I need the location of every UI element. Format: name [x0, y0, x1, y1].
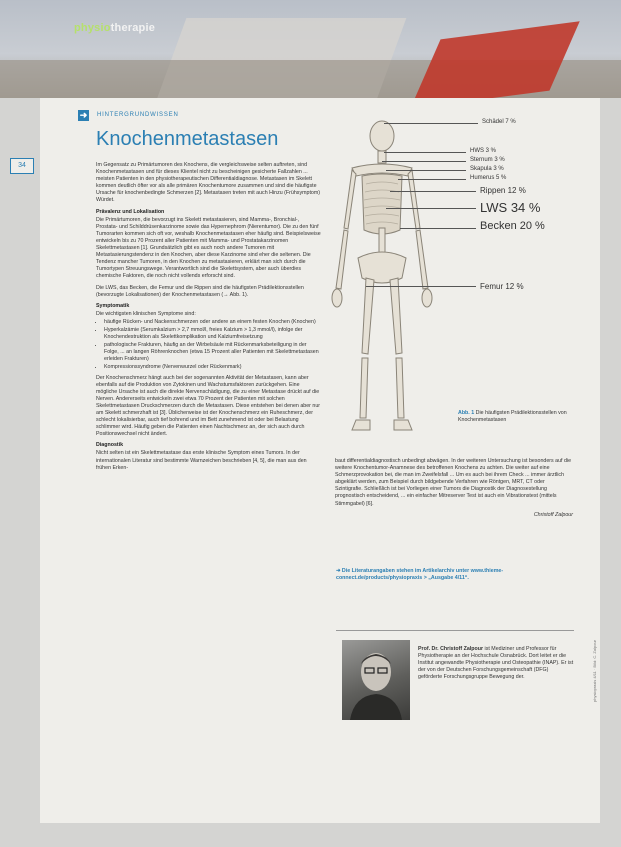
leader-line	[400, 228, 476, 229]
text-column-left	[96, 162, 321, 476]
leader-line	[398, 179, 466, 180]
leader-line	[382, 161, 466, 162]
leader-line	[366, 286, 476, 287]
label-hws: HWS 3 %	[470, 148, 497, 154]
author-name: Prof. Dr. Christoff Zalpour	[418, 646, 484, 652]
diagnostik-paragraph: Nicht selten ist ein Skelettmetastase das erste klinische Symptom eines Tumors. In der internationalen Literatur sind bestimmte Warnzeichen beschrieben [4, 5], die man aus den frühen Erken-	[96, 450, 307, 471]
header-band	[0, 0, 621, 98]
right-paragraph: baut differentialdiagnostisch unbedingt abwägen. In der weiteren Untersuchung ist besonders auf die weitere Knochentumor-Anamnese des betroffenen Knochens zu achten. Die weiter auf eine Schmerzprovokation bei, die man im Zweifelsfall ... Um es auch bei ihrem Check ... immer ärztlich abgeklärt werden, zum Beispiel durch bildgebende Verfahren wie Röntgen, MRT, CT oder Szintigrafie. Schließlich ist bei Vorliegen einer Tumors die Diagnostik der Diagnosestellung prognostisch entscheidend, ... ein einfacher Mitreserver Test ist auch ein Vibrationstest (mittels Stimmgabel) [6].	[335, 458, 572, 507]
heading-praevalenz: Prävalenz und Lokalisation	[96, 208, 165, 215]
text-column-right	[335, 458, 573, 523]
person-portrait-icon	[342, 640, 410, 720]
side-credit: physiopraxis 4/11 · Bild: C. Zalpour	[592, 640, 597, 702]
praevalenz-paragraph: Die Primärtumoren, die bevorzugt ins Skelett metastasieren, sind Mamma-, Bronchial-, Prostata- und Schilddrüsenkarzinome sowie das Hypernephrom (Nierentumor). Die zu den fünf Tumorarten kommen sich oft vor, weshalb Knochenmetastasen eher häufig sind. Beispielsweise entwickeln bis zu 70 Prozent aller Patienten mit Mamma- und Prostatakarzinomen Skelettmetastasen [1]. Grundsätzlich gibt es auch noch andere Tumoren mit Metastasierungstendenz in den Knochen, aber diese Karzinome sind eher die seltenen. Die Tendenz mancher Tumoren, in den Knochen zu metastasieren, erklärt man sich durch die Tumortypen Streuungswege. Verantwortlich sind die Skelettsystem, aber auch überdies chemische Faktoren, die noch nicht vollends erforscht sind.	[96, 216, 321, 280]
author-photo	[342, 640, 410, 720]
figure-caption: Abb. 1 Die häufigsten Prädilektionsstellen von Knochenmetastasen	[458, 410, 567, 423]
page-title: Knochenmetastasen	[96, 128, 279, 150]
leader-line	[390, 191, 476, 192]
arrow-right-icon: ➜	[79, 110, 88, 120]
section-label: HINTERGRUNDWISSEN	[97, 112, 179, 118]
label-becken: Becken 20 %	[480, 220, 545, 232]
divider	[336, 630, 574, 631]
list-item: • häufige Rücken- und Nackenschmerzen oder andere an einem festen Knochen (Knochen)	[104, 319, 321, 326]
intro-paragraph: Im Gegensatz zu Primärtumoren des Knochens, die vergleichsweise selten auftreten, sind Knochenmetastasen und für dieses Klientel nicht zu bescheinigen gesicherte Fallzahlen ... meisten Patienten in den physiotherapeutischen Differentialdiagnose. Metastasen im Skelett kommen deutlich öfter vor als alle primären Knochentumore zusammen und sind die häufigste Ursache für knochenbedingte Schmerzen [2]. Metastasen treten mit auch Hinzu (Frühsymptom) Würdet.	[96, 162, 321, 204]
label-lws: LWS 34 %	[480, 200, 541, 215]
skeleton-illustration	[322, 118, 442, 443]
label-schaedel: Schädel 7 %	[482, 119, 516, 125]
heading-symptomatik: Symptomatik	[96, 302, 130, 309]
symptom-list	[96, 319, 321, 372]
list-item: • pathologische Frakturen, häufig an der Wirbelsäule mit Rückenmarksbeteiligung in der Folge, ... an langen Röhrenknochen (etwa 15 Prozent aller Patienten mit Skelettmetastasen erleiden Frakturen)	[104, 342, 321, 363]
symptom-paragraph: Der Knochenschmerz hängt auch bei der sogenannten Aktivität der Metastasen, kann aber ebenfalls auf die Produktion von Zytokinen und Wachstumsfaktoren zurückgehen. Eine mögliche Ursache ist auch die direkte Nervenschädigung, die zu einer Metastase drückt auf die Nerven. Andererseits entwickeln zwei etwa 70 Prozent der Patienten mit solchen Skelettmetastasen Druckschmerzen durch die Metastasen. Diese entstehen bei denen aber nur am Skelett schmerzhaft ist [3]. Üblicherweise ist der Knochenschmerz ein Ruheschmerz, der schlecht lokalisierbar, auch tief bohrend und im Bett zunehmend ist oder bei Belastung schlimmer wird. Häufig geben die Patienten einen Nachtschmerz an, der sich auch durch Positionswechsel nicht ändert.	[96, 374, 321, 438]
info-icon: ➜	[336, 568, 342, 574]
brand-logo: physiotherapie	[74, 22, 156, 34]
list-item: • Hyperkalzämie (Serumkalzium > 2,7 mmol/l, freies Kalzium > 1,3 mmol/l), infolge der Knochendestruktion als Skelettkomplikation und Kalziumfreisetzung	[104, 327, 321, 341]
label-rippen: Rippen 12 %	[480, 186, 526, 195]
label-humerus: Humerus 5 %	[470, 175, 507, 181]
page-number: 34	[10, 158, 34, 174]
heading-diagnostik: Diagnostik	[96, 442, 124, 449]
lokalisation-paragraph: Die LWS, das Becken, die Femur und die Rippen sind die häufigsten Prädilektionsstellen (bevorzugte Lokalisationen) der Knochenmetastasen (→ Abb. 1).	[96, 284, 304, 298]
list-item: • Kompressionssyndrome (Nervenwurzel oder Rückenmark)	[104, 364, 321, 371]
label-sternum: Sternum 3 %	[470, 157, 505, 163]
signature: Christoff Zalpour	[533, 511, 573, 518]
literature-hint: ➜ Die Literaturangaben stehen im Artikelarchiv unter www.thieme-connect.de/products/physiopraxis > „Ausgabe 4/11“.	[336, 568, 504, 582]
symptom-intro: Die wichtigsten klinischen Symptome sind:	[96, 310, 196, 317]
leader-line	[386, 170, 466, 171]
leader-line	[384, 152, 466, 153]
label-skapula: Skapula 3 %	[470, 166, 504, 172]
author-bio-text: ist Mediziner und Professor für Physiotherapie an der Hochschule Osnabrück. Dort leitet er die Institut angewandte Physiotherapie und Osteopathie (INAP). Er ist der von der Deutschen Forschungsgemeinschaft (DFG) geförderte Forschungsgruppe Bewegung der.	[418, 646, 574, 681]
leader-line	[386, 208, 476, 209]
leader-line	[384, 123, 478, 124]
author-bio	[418, 646, 574, 681]
label-femur: Femur 12 %	[480, 282, 524, 291]
